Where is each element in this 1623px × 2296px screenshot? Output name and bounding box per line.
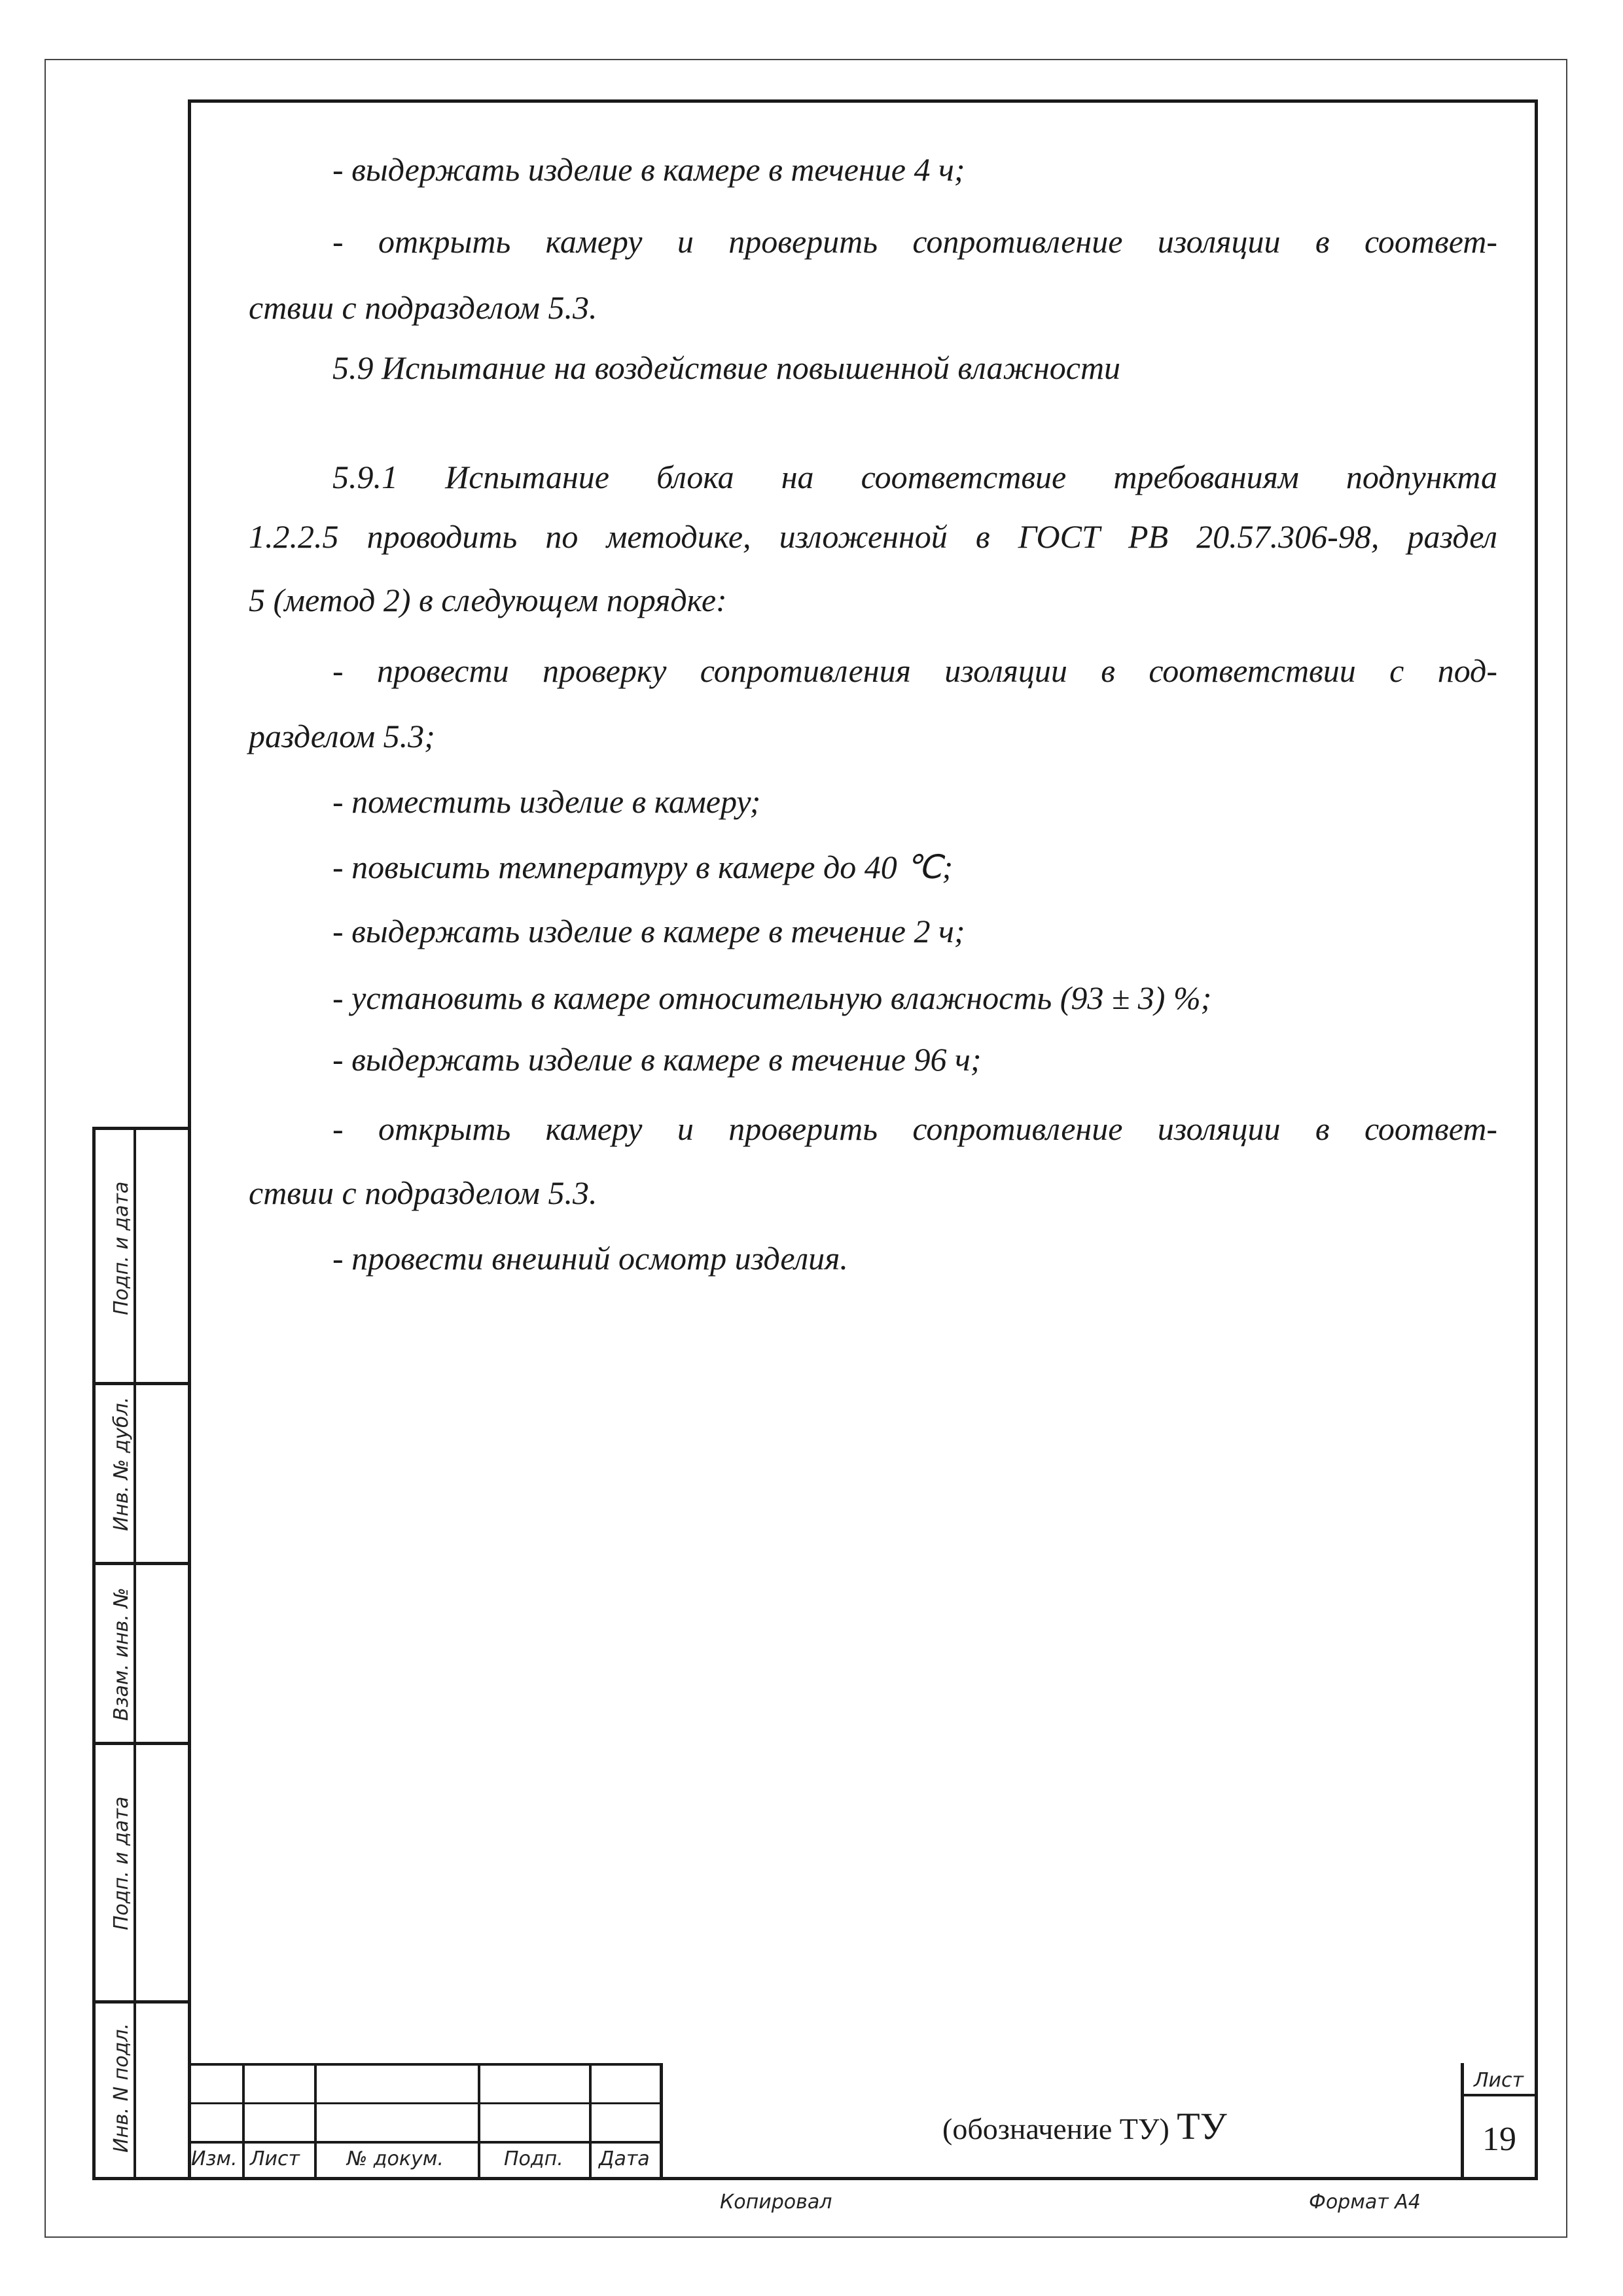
body-line: - выдержать изделие в камере в течение 4 ч; (332, 151, 965, 188)
stamp-col-line (314, 2063, 317, 2180)
stamp-col-line (1461, 2063, 1464, 2180)
stamp-sheet-line (1461, 2094, 1538, 2096)
stamp-col-change: Изм. (191, 2147, 238, 2170)
body-line: ствии с подразделом 5.3. (249, 289, 597, 326)
body-line: - поместить изделие в камеру; (332, 783, 761, 820)
body-line: - провести внешний осмотр изделия. (332, 1240, 848, 1277)
designation-suffix: ТУ (1177, 2105, 1227, 2147)
side-label-original-inventory: Инв. N подл. (110, 2022, 133, 2153)
stamp-col-doc-number: № докум. (347, 2147, 444, 2170)
stamp-col-line (478, 2063, 480, 2180)
side-stamp-row-line (92, 1742, 188, 1745)
side-stamp-row-line (92, 1382, 188, 1385)
body-line: - открыть камеру и проверить сопротивление изоляции в соответ- (332, 223, 1497, 260)
body-line: 5.9.1 Испытание блока на соответствие требованиям подпункта (332, 459, 1497, 495)
side-label-replacement-inventory: Взам. инв. № (110, 1587, 133, 1721)
body-line: - открыть камеру и проверить сопротивление изоляции в соответ- (332, 1110, 1497, 1147)
side-stamp (92, 1127, 188, 2180)
body-line: 5 (метод 2) в следующем порядке: (249, 582, 727, 618)
side-stamp-row-line (92, 1562, 188, 1565)
side-label-signature-date: Подп. и дата (110, 1181, 133, 1315)
body-line: - провести проверку сопротивления изоляции в соответствии с под- (332, 652, 1497, 689)
stamp-col-line (660, 2063, 663, 2180)
document-designation (942, 2104, 1227, 2148)
body-line: - выдержать изделие в камере в течение 96 ч; (332, 1041, 982, 1078)
body-line: ствии с подразделом 5.3. (249, 1174, 597, 1211)
body-line: - повысить температуру в камере до 40 ℃; (332, 849, 954, 885)
body-line: - выдержать изделие в камере в течение 2 ч; (332, 913, 965, 949)
stamp-col-line (242, 2063, 245, 2180)
side-stamp-row-line (92, 2000, 188, 2004)
footer-format: Формат А4 (1309, 2191, 1421, 2214)
body-line: разделом 5.3; (249, 718, 435, 754)
sheet-label: Лист (1474, 2069, 1524, 2092)
body-line: 1.2.2.5 проводить по методике, изложенной в ГОСТ РВ 20.57.306-98, раздел (249, 518, 1497, 555)
side-label-signature-date-2: Подп. и дата (110, 1796, 133, 1930)
designation-prefix: (обозначение ТУ) (942, 2112, 1169, 2146)
stamp-col-line (589, 2063, 592, 2180)
stamp-col-date: Дата (599, 2147, 650, 2170)
stamp-col-signature: Подп. (504, 2147, 563, 2170)
footer-copied: Копировал (720, 2191, 832, 2214)
sheet-number: 19 (1482, 2121, 1516, 2158)
section-heading: 5.9 Испытание на воздействие повышенной влажности (332, 349, 1121, 386)
side-stamp-divider (134, 1127, 136, 2180)
stamp-col-sheet: Лист (250, 2147, 300, 2170)
side-label-duplicate-inventory: Инв. № дубл. (110, 1396, 133, 1531)
body-line: - установить в камере относительную влажность (93 ± 3) %; (332, 980, 1212, 1016)
